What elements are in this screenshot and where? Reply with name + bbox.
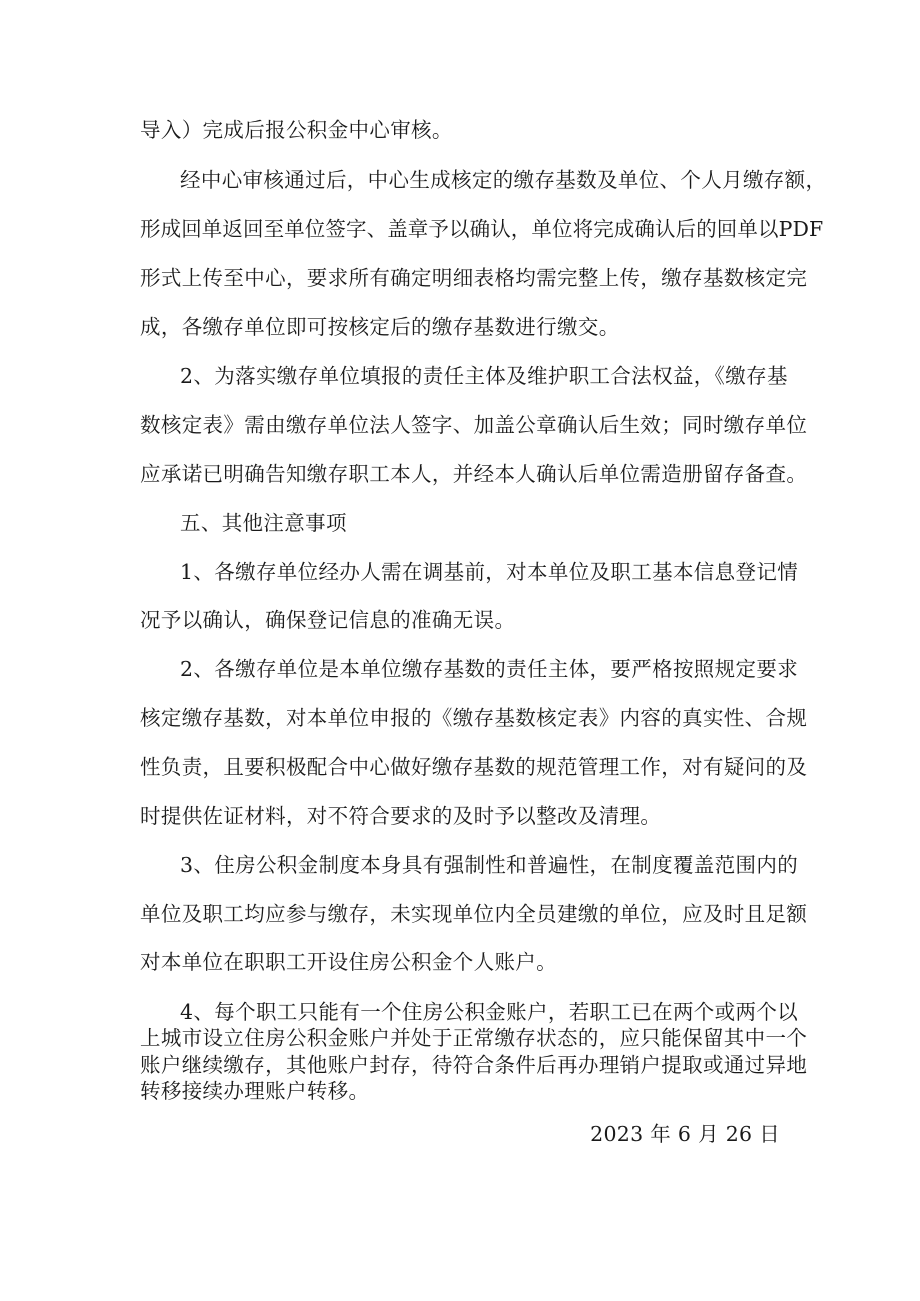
paragraph-1-line-1: 经中心审核通过后，中心生成核定的缴存基数及单位、个人月缴存额， <box>180 168 827 192</box>
section-heading: 五、其他注意事项 <box>180 511 347 535</box>
paragraph-4-line-4: 时提供佐证材料，对不符合要求的及时予以整改及清理。 <box>140 804 662 828</box>
paragraph-4-line-1: 2、各缴存单位是本单位缴存基数的责任主体，要严格按照规定要求 <box>180 657 799 681</box>
paragraph-6-line-3: 账户继续缴存，其他账户封存，待符合条件后再办理销户提取或通过异地 <box>140 1053 808 1077</box>
document-date: 2023 年 6 月 26 日 <box>590 1122 780 1146</box>
paragraph-5-line-3: 对本单位在职职工开设住房公积金个人账户。 <box>140 950 557 974</box>
paragraph-2-line-3: 应承诺已明确告知缴存职工本人，并经本人确认后单位需造册留存备查。 <box>140 462 808 486</box>
paragraph-continuation-line: 导入）完成后报公积金中心审核。 <box>140 118 453 142</box>
paragraph-1-line-2: 形成回单返回至单位签字、盖章予以确认，单位将完成确认后的回单以PDF <box>140 217 824 241</box>
paragraph-5-line-2: 单位及职工均应参与缴存，未实现单位内全员建缴的单位，应及时且足额 <box>140 902 808 926</box>
paragraph-2-line-2: 数核定表》需由缴存单位法人签字、加盖公章确认后生效；同时缴存单位 <box>140 413 808 437</box>
paragraph-4-line-2: 核定缴存基数，对本单位申报的《缴存基数核定表》内容的真实性、合规 <box>140 706 808 730</box>
paragraph-1-line-3: 形式上传至中心，要求所有确定明细表格均需完整上传，缴存基数核定完 <box>140 266 808 290</box>
paragraph-1-line-4: 成，各缴存单位即可按核定后的缴存基数进行缴交。 <box>140 315 620 339</box>
paragraph-6-line-4: 转移接续办理账户转移。 <box>140 1079 370 1103</box>
paragraph-4-line-3: 性负责，且要积极配合中心做好缴存基数的规范管理工作，对有疑问的及 <box>140 755 808 779</box>
paragraph-3-line-2: 况予以确认，确保登记信息的准确无误。 <box>140 608 516 632</box>
paragraph-2-line-1: 2、为落实缴存单位填报的责任主体及维护职工合法权益，《缴存基 <box>180 364 788 388</box>
paragraph-5-line-1: 3、住房公积金制度本身具有强制性和普遍性，在制度覆盖范围内的 <box>180 853 799 877</box>
paragraph-3-line-1: 1、各缴存单位经办人需在调基前，对本单位及职工基本信息登记情 <box>180 560 799 584</box>
paragraph-6-line-2: 上城市设立住房公积金账户并处于正常缴存状态的，应只能保留其中一个 <box>140 1026 808 1050</box>
paragraph-6-line-1: 4、每个职工只能有一个住房公积金账户，若职工已在两个或两个以 <box>180 1000 799 1024</box>
